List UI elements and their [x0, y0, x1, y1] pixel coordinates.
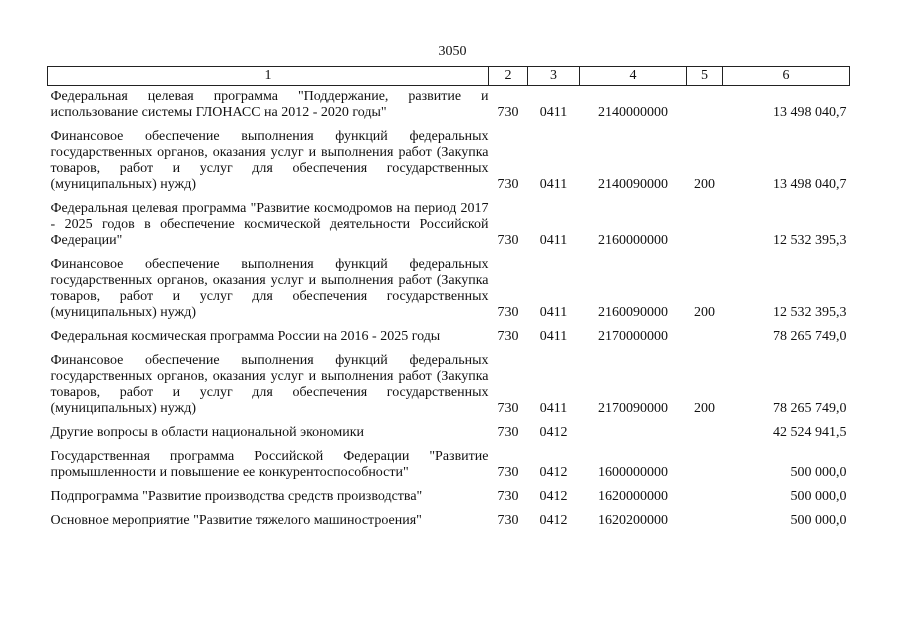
row-ministry-code: 730: [497, 105, 519, 120]
row-expense-type: [687, 86, 723, 122]
row-name: Государственная программа Российской Федерации "Развитие промышленности и повышение ее конкурентоспособности": [50, 449, 489, 480]
row-name: Федеральная космическая программа России на 2016 - 2025 годы: [50, 329, 441, 344]
row-expense-type: [687, 481, 723, 505]
row-amount: 500 000,0: [790, 513, 847, 528]
column-header-2: 2: [489, 67, 528, 86]
row-target-article: 1620200000: [598, 513, 668, 528]
row-ministry-code: 730: [497, 489, 519, 504]
row-name: Федеральная целевая программа "Поддержание, развитие и использование системы ГЛОНАСС на 2012 - 2020 годы": [50, 89, 489, 120]
row-target-article: 1620000000: [598, 489, 668, 504]
row-amount: 12 532 395,3: [773, 233, 847, 248]
row-name: Финансовое обеспечение выполнения функций федеральных государственных органов, оказания услуг и выполнения работ (Закупка товаров, работ и услуг для обеспечения государственных (муниципальных) нужд): [50, 257, 489, 320]
table-row: [48, 321, 850, 345]
table-row: [48, 481, 850, 505]
table-row: [48, 345, 850, 417]
row-target-article: 2170090000: [598, 401, 668, 416]
row-amount: 13 498 040,7: [773, 105, 847, 120]
row-ministry-code: 730: [497, 177, 519, 192]
row-section-code: 0412: [539, 425, 568, 440]
row-name: Федеральная целевая программа "Развитие космодромов на период 2017 - 2025 годов в обеспечение космической деятельности Российской Федерации": [50, 201, 489, 248]
row-expense-type: [687, 417, 723, 441]
column-header-3: 3: [528, 67, 580, 86]
table-row: [48, 121, 850, 193]
row-ministry-code: 730: [497, 329, 519, 344]
column-header-5: 5: [687, 67, 723, 86]
row-expense-type: [687, 321, 723, 345]
table-row: [48, 441, 850, 481]
row-expense-type: [687, 193, 723, 249]
row-ministry-code: 730: [497, 401, 519, 416]
row-section-code: 0412: [539, 465, 568, 480]
row-target-article: 2140090000: [598, 177, 668, 192]
row-section-code: 0411: [539, 177, 568, 192]
table-body: [48, 86, 850, 530]
row-amount: 78 265 749,0: [773, 401, 847, 416]
row-ministry-code: 730: [497, 305, 519, 320]
table-row: [48, 417, 850, 441]
row-name: Основное мероприятие "Развитие тяжелого машиностроения": [50, 513, 422, 528]
row-section-code: 0411: [539, 305, 568, 320]
row-amount: 13 498 040,7: [773, 177, 847, 192]
row-amount: 500 000,0: [790, 465, 847, 480]
row-ministry-code: 730: [497, 233, 519, 248]
row-target-article: 2140000000: [598, 105, 668, 120]
row-ministry-code: 730: [497, 513, 519, 528]
row-target-article: 1600000000: [598, 465, 668, 480]
table-header-row: [48, 67, 850, 86]
row-target-article: 2160000000: [598, 233, 668, 248]
row-expense-type: [687, 505, 723, 529]
row-expense-type: [687, 441, 723, 481]
row-target-article: 2160090000: [598, 305, 668, 320]
budget-table: [47, 66, 850, 529]
column-header-4: 4: [580, 67, 687, 86]
row-amount: 42 524 941,5: [773, 425, 847, 440]
row-section-code: 0412: [539, 489, 568, 504]
table-row: [48, 193, 850, 249]
row-section-code: 0411: [539, 233, 568, 248]
table-row: [48, 86, 850, 122]
row-section-code: 0411: [539, 401, 568, 416]
table-row: [48, 505, 850, 529]
row-expense-type: 200: [694, 401, 715, 416]
row-expense-type: 200: [694, 177, 715, 192]
row-target-article: 2170000000: [598, 329, 668, 344]
row-target-article: [580, 417, 687, 441]
row-name: Другие вопросы в области национальной экономики: [50, 425, 365, 440]
table-row: [48, 249, 850, 321]
row-expense-type: 200: [694, 305, 715, 320]
row-section-code: 0412: [539, 513, 568, 528]
row-section-code: 0411: [539, 105, 568, 120]
column-header-6: 6: [723, 67, 850, 86]
page-number: 3050: [438, 44, 467, 59]
column-header-1: 1: [48, 67, 489, 86]
row-name: Финансовое обеспечение выполнения функций федеральных государственных органов, оказания услуг и выполнения работ (Закупка товаров, работ и услуг для обеспечения государственных (муниципальных) нужд): [50, 129, 489, 192]
row-section-code: 0411: [539, 329, 568, 344]
row-amount: 12 532 395,3: [773, 305, 847, 320]
row-ministry-code: 730: [497, 425, 519, 440]
row-amount: 78 265 749,0: [773, 329, 847, 344]
row-ministry-code: 730: [497, 465, 519, 480]
row-name: Финансовое обеспечение выполнения функций федеральных государственных органов, оказания услуг и выполнения работ (Закупка товаров, работ и услуг для обеспечения государственных (муниципальных) нужд): [50, 353, 489, 416]
row-name: Подпрограмма "Развитие производства средств производства": [50, 489, 423, 504]
row-amount: 500 000,0: [790, 489, 847, 504]
